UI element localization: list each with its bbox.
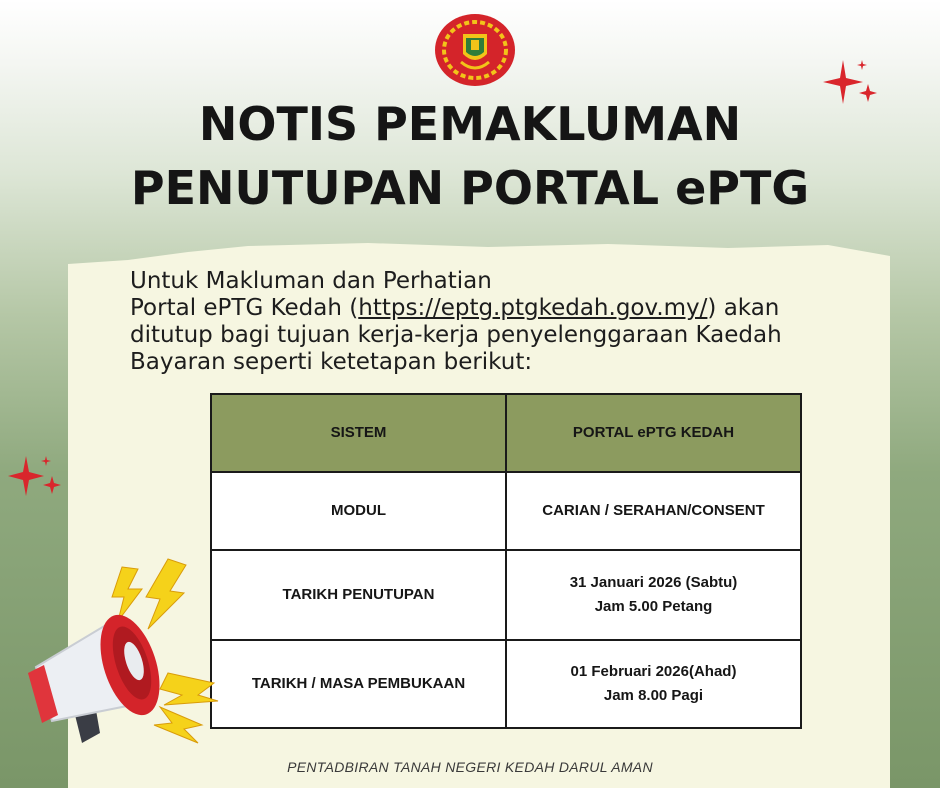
intro-line xyxy=(130,295,850,322)
lightning-bolt-icon xyxy=(154,707,202,743)
table-row xyxy=(211,472,801,550)
intro-line: ditutup bagi tujuan kerja-kerja penyelenggaraan Kaedah xyxy=(130,322,782,348)
portal-link[interactable]: https://eptg.ptgkedah.gov.my/ xyxy=(358,295,708,321)
table-row xyxy=(211,550,801,640)
notice-title-line1: NOTIS PEMAKLUMAN xyxy=(198,97,742,151)
intro-line: Untuk Makluman dan Perhatian xyxy=(130,268,492,294)
row-value-line: Jam 5.00 Petang xyxy=(594,598,713,615)
megaphone-icon xyxy=(18,555,238,755)
row-value-line: CARIAN / SERAHAN/CONSENT xyxy=(542,502,765,519)
notice-title-line2: PENUTUPAN PORTAL ePTG xyxy=(130,161,810,215)
sparkle-icon xyxy=(4,452,66,500)
intro-line: Bayaran seperti ketetapan berikut: xyxy=(130,349,533,375)
table-header-cell: SISTEM xyxy=(211,394,506,472)
table-header-row xyxy=(211,394,801,472)
lightning-bolt-icon xyxy=(146,559,186,629)
row-value-line: Jam 8.00 Pagi xyxy=(603,687,704,704)
intro-paragraph xyxy=(130,268,850,376)
footer-organization: PENTADBIRAN TANAH NEGERI KEDAH DARUL AMAN xyxy=(287,759,653,775)
kedah-emblem-icon xyxy=(433,12,517,88)
row-label: TARIKH / MASA PEMBUKAAN xyxy=(211,640,506,728)
lightning-bolt-icon xyxy=(160,673,218,705)
row-value-line: 01 Februari 2026(Ahad) xyxy=(570,663,737,680)
row-label: MODUL xyxy=(211,472,506,550)
schedule-table xyxy=(210,393,802,729)
table-row xyxy=(211,640,801,728)
row-label: TARIKH PENUTUPAN xyxy=(211,550,506,640)
row-value xyxy=(506,550,801,640)
row-value xyxy=(506,640,801,728)
intro-text: ) akan xyxy=(707,295,780,321)
row-value xyxy=(506,472,801,550)
lightning-bolt-icon xyxy=(112,567,142,621)
intro-text: Portal ePTG Kedah ( xyxy=(130,295,359,321)
table-header-cell: PORTAL ePTG KEDAH xyxy=(506,394,801,472)
row-value-line: 31 Januari 2026 (Sabtu) xyxy=(569,574,738,591)
